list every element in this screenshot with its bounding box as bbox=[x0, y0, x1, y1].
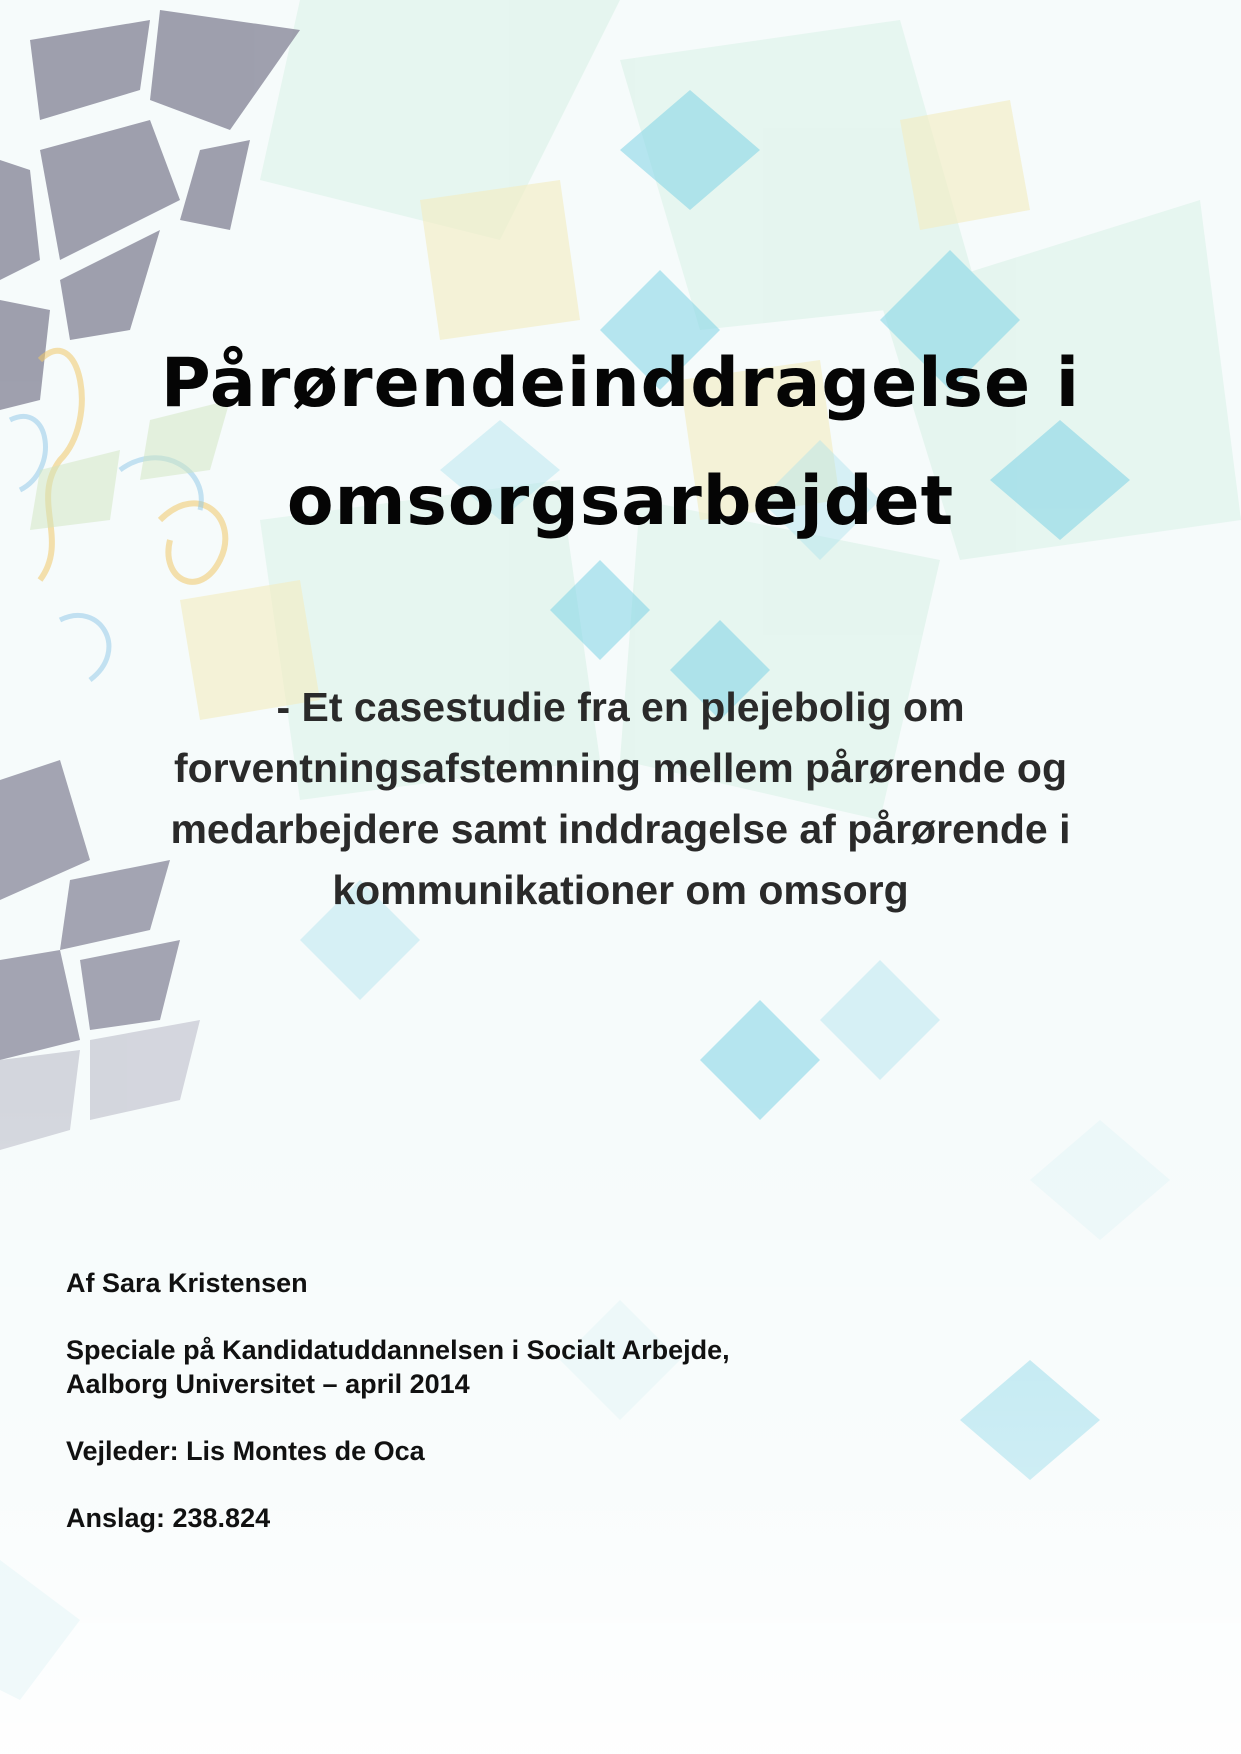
title-line-1: Pårørendeinddragelse i bbox=[160, 344, 1081, 423]
character-count: Anslag: 238.824 bbox=[66, 1503, 271, 1533]
subtitle: - Et casestudie fra en plejebolig om forventningsafstemning mellem pårørende og medarbejdere samt inddragelse af pårørende i kommunikationer om omsorg bbox=[170, 684, 1071, 913]
author: Af Sara Kristensen bbox=[66, 1268, 308, 1298]
title-line-2: omsorgsarbejdet bbox=[286, 462, 955, 541]
supervisor: Vejleder: Lis Montes de Oca bbox=[66, 1436, 425, 1466]
program-line-2: Aalborg Universitet – april 2014 bbox=[66, 1369, 470, 1399]
program-line-1: Speciale på Kandidatuddannelsen i Socialt Arbejde, bbox=[66, 1335, 730, 1365]
